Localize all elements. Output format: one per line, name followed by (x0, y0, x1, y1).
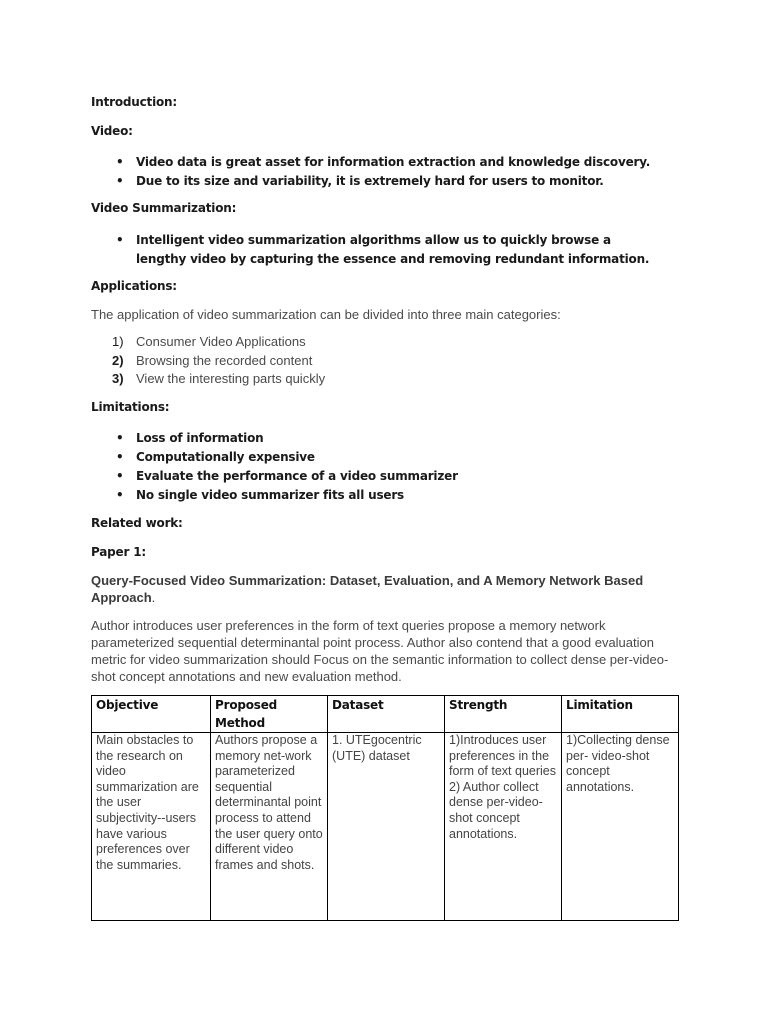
header-dataset: Dataset (328, 696, 445, 733)
limitations-bullet-list (91, 429, 458, 505)
bullet-icon: • (116, 174, 124, 188)
bullet-icon: • (116, 431, 124, 445)
cell-dataset: 1. UTEgocentric (UTE) dataset (328, 733, 445, 921)
list-item: • Loss of information (91, 429, 458, 448)
cell-strength: 1)Introduces user preferences in the form of text queries 2) Author collect dense per-video- shot concept annotations. (445, 733, 562, 921)
video-bullet-list (91, 153, 650, 191)
list-item: • Computationally expensive (91, 448, 458, 467)
introduction-heading: Introduction: (91, 95, 177, 109)
bullet-icon: • (116, 469, 124, 483)
video-summarization-heading: Video Summarization: (91, 201, 237, 215)
bullet-icon: • (116, 155, 124, 169)
cell-proposed-method: Authors propose a memory net-work parameterized sequential determinantal point process to attend the user query onto different video frames and shots. (211, 733, 328, 921)
paper-1-heading: Paper 1: (91, 545, 146, 559)
cell-objective: Main obstacles to the research on video summarization are the user subjectivity--users have various preferences over the summaries. (92, 733, 211, 921)
paper-summary-table (91, 695, 679, 921)
header-strength: Strength (445, 696, 562, 733)
video-summarization-bullet-list (91, 231, 651, 269)
applications-numbered-list (112, 333, 325, 389)
header-objective: Objective (92, 696, 211, 733)
cell-limitation: 1)Collecting dense per- video-shot concept annotations. (562, 733, 679, 921)
bullet-icon: • (116, 450, 124, 464)
applications-heading: Applications: (91, 279, 177, 293)
list-item: 1) Consumer Video Applications (112, 334, 306, 349)
bullet-icon: • (116, 488, 124, 502)
video-heading: Video: (91, 124, 133, 138)
table-row (92, 733, 679, 921)
list-item: 3) View the interesting parts quickly (112, 371, 326, 386)
header-proposed-method: Proposed Method (211, 696, 328, 733)
header-limitation: Limitation (562, 696, 679, 733)
list-item: • Intelligent video summarization algorithms allow us to quickly browse a lengthy video by capturing the essence and removing redundant information. (116, 233, 650, 266)
applications-intro: The application of video summarization can be divided into three main categories: (91, 307, 561, 322)
list-item: 2) Browsing the recorded content (112, 352, 313, 368)
list-item: • Evaluate the performance of a video summarizer (91, 467, 458, 486)
list-item: • Due to its size and variability, it is extremely hard for users to monitor. (91, 172, 650, 191)
related-work-heading: Related work: (91, 516, 183, 530)
table-header-row (92, 696, 679, 733)
list-item: • No single video summarizer fits all users (91, 486, 458, 505)
paper-title: Query-Focused Video Summarization: Dataset, Evaluation, and A Memory Network Based Approach. (91, 573, 644, 605)
limitations-heading: Limitations: (91, 400, 170, 414)
list-item: • Video data is great asset for information extraction and knowledge discovery. (91, 153, 650, 172)
bullet-icon: • (116, 233, 124, 247)
paper-abstract: Author introduces user preferences in the form of text queries propose a memory network parameterized sequential determinantal point process. Author also contend that a good evaluation metric for video summarization should Focus on the semantic information to collect dense per-video-shot concept annotations and new evaluation method. (91, 618, 669, 684)
